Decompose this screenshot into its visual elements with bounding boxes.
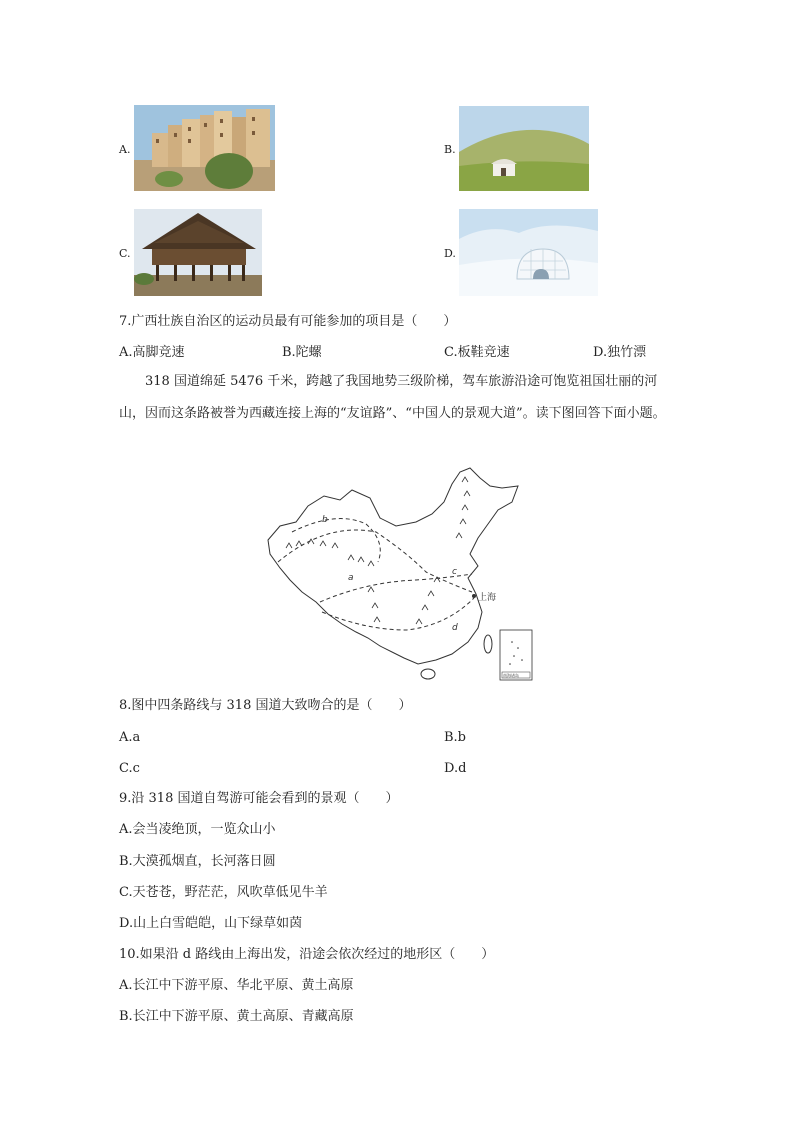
q8-stem: 8.图中四条路线与 318 国道大致吻合的是（ ） (119, 698, 412, 713)
q9-option-c[interactable]: C.天苍苍，野茫茫，风吹草低见牛羊 (119, 885, 328, 900)
q8-option-d[interactable]: D.d (444, 761, 467, 776)
route-a-label: a (348, 573, 354, 583)
shanghai-map-label: 上海 (478, 593, 497, 603)
snow-igloo-photo (459, 209, 598, 296)
route-c-label: c (452, 567, 457, 577)
grassland-yurt-photo (459, 106, 589, 191)
q9-stem: 9.沿 318 国道自驾游可能会看到的景观（ ） (119, 791, 399, 806)
q7-option-a[interactable]: A.高脚竞速 (119, 345, 185, 360)
q7-option-d[interactable]: D.独竹漂 (593, 345, 647, 360)
q7-option-c[interactable]: C.板鞋竞速 (444, 345, 510, 360)
reading-passage: 318 国道绵延 5476 千米，跨越了我国地势三级阶梯，驾车旅游沿途可饱览祖国壮丽的河山，因而这条路被誉为西藏连接上海的“友谊路”、“中国人的景观大道”。读下图回答下面小题。 (119, 374, 666, 421)
inset-label: 南海诸岛 (503, 673, 519, 678)
q6-option-d-label: D. (444, 247, 456, 260)
q9-option-d[interactable]: D.山上白雪皑皑，山下绿草如茵 (119, 916, 303, 931)
q7-option-b[interactable]: B.陀螺 (282, 345, 322, 360)
q6-option-a-label: A. (119, 143, 131, 156)
q10-stem: 10.如果沿 d 路线由上海出发，沿途会依次经过的地形区（ ） (119, 947, 495, 962)
q6-option-c-label: C. (119, 247, 131, 260)
adobe-tower-houses-photo (134, 105, 275, 191)
q9-option-b[interactable]: B.大漠孤烟直，长河落日圆 (119, 854, 276, 869)
route-b-label: b (322, 515, 328, 525)
q8-option-a[interactable]: A.a (119, 730, 141, 745)
q8-option-b[interactable]: B.b (444, 730, 467, 745)
q6-option-b-label: B. (444, 143, 456, 156)
china-route-map (256, 462, 535, 684)
q7-stem: 7.广西壮族自治区的运动员最有可能参加的项目是（ ） (119, 314, 457, 329)
q8-option-c[interactable]: C.c (119, 761, 140, 776)
stilted-bamboo-house-photo (134, 209, 262, 296)
q10-option-a[interactable]: A.长江中下游平原、华北平原、黄土高原 (119, 978, 354, 993)
q10-option-b[interactable]: B.长江中下游平原、黄土高原、青藏高原 (119, 1009, 354, 1024)
q9-option-a[interactable]: A.会当凌绝顶，一览众山小 (119, 822, 276, 837)
route-d-label: d (452, 623, 458, 633)
